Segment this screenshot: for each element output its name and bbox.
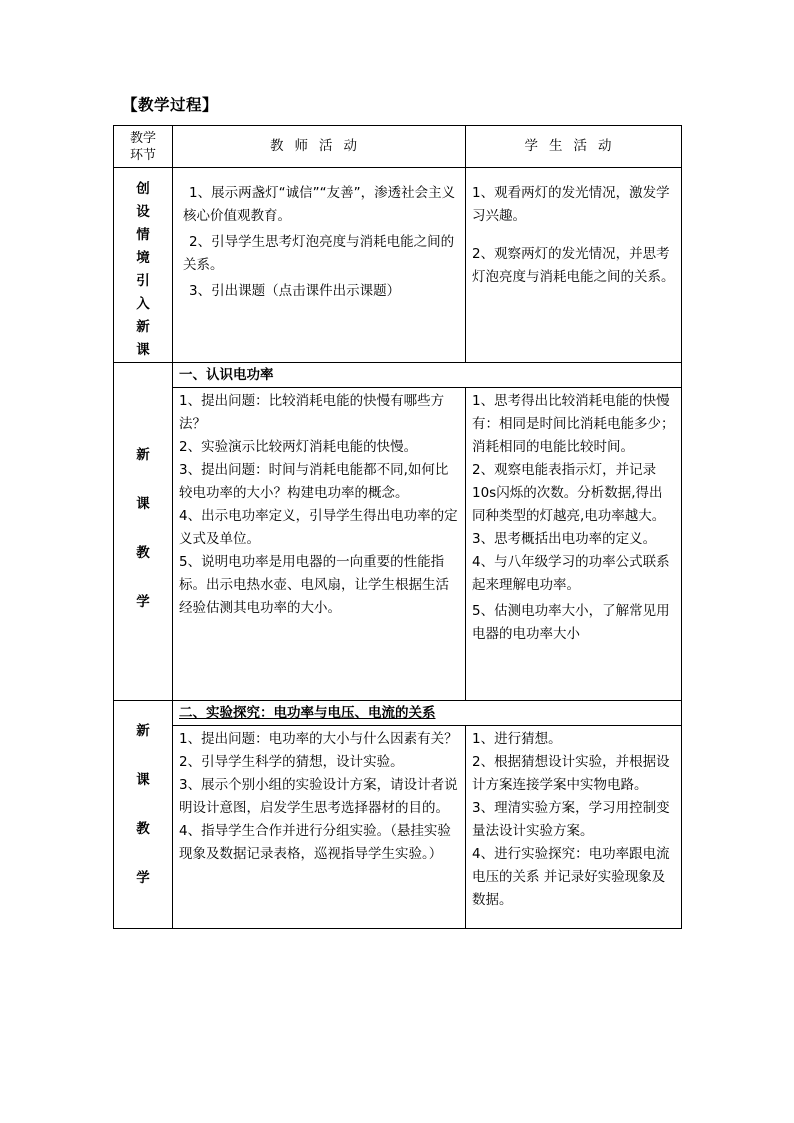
stage-char: 创 bbox=[136, 181, 150, 197]
teacher-item: 5、说明电功率是用电器的一向重要的性能指标。出示电热水壶、电风扇，让学生根据生活经验估测其电功率的大小。 bbox=[179, 554, 449, 616]
stage-char: 引 bbox=[136, 273, 150, 289]
student-item: 3、思考概括出电功率的定义。 bbox=[472, 531, 657, 547]
table-row bbox=[114, 363, 682, 388]
stage-char: 新 bbox=[136, 319, 150, 335]
stage-cell bbox=[114, 363, 173, 701]
stage-char: 新 bbox=[136, 723, 150, 739]
section-title-text: 二、实验探究：电功率与电压、电流的关系 bbox=[179, 705, 436, 721]
table-row bbox=[114, 168, 682, 363]
table-row bbox=[114, 726, 682, 929]
section-title: 一、认识电功率 bbox=[173, 363, 682, 388]
stage-cell bbox=[114, 701, 173, 929]
stage-char: 教 bbox=[136, 821, 150, 837]
teacher-item: 2、引导学生科学的猜想，设计实验。 bbox=[179, 754, 404, 770]
student-activity-cell bbox=[466, 388, 682, 701]
stage-char: 教 bbox=[136, 545, 150, 561]
teacher-item: 1、提出问题：电功率的大小与什么因素有关？ bbox=[179, 731, 458, 747]
stage-char: 学 bbox=[136, 594, 150, 610]
student-item: 2、观察两灯的发光情况，并思考灯泡亮度与消耗电能之间的关系。 bbox=[472, 246, 675, 285]
teacher-item: 1、提出问题：比较消耗电能的快慢有哪些方法？ bbox=[179, 393, 445, 432]
teacher-item: 4、指导学生合作并进行分组实验。（悬挂实验现象及数据记录表格，巡视指导学生实验。） bbox=[179, 823, 451, 862]
teacher-activity-cell bbox=[173, 388, 466, 701]
stage-char: 入 bbox=[136, 296, 150, 312]
table-row bbox=[114, 701, 682, 726]
header-student-label: 学生活动 bbox=[524, 138, 623, 154]
stage-char: 学 bbox=[136, 870, 150, 886]
student-item: 1、观看两灯的发光情况，激发学习兴趣。 bbox=[472, 185, 670, 224]
section-heading: 【教学过程】 bbox=[122, 96, 219, 114]
header-stage bbox=[114, 126, 173, 168]
header-student bbox=[466, 126, 682, 168]
student-item: 4、进行实验探究：电功率跟电流电压的关系 并记录好实验现象及数据。 bbox=[472, 846, 670, 908]
stage-char: 设 bbox=[136, 204, 150, 220]
stage-char: 课 bbox=[136, 772, 150, 788]
teacher-activity-cell bbox=[173, 168, 466, 363]
student-activity-cell bbox=[466, 168, 682, 363]
table-row bbox=[114, 388, 682, 701]
teacher-item: 2、引导学生思考灯泡亮度与消耗电能之间的关系。 bbox=[183, 234, 455, 273]
student-item: 2、根据猜想设计实验，并根据设计方案连接学案中实物电路。 bbox=[472, 754, 670, 793]
teacher-item: 2、实验演示比较两灯消耗电能的快慢。 bbox=[179, 439, 418, 455]
student-item: 1、思考得出比较消耗电能的快慢有：相同是时间比消耗电能多少；消耗相同的电能比较时间。 bbox=[472, 393, 675, 455]
student-item: 3、理清实验方案，学习用控制变量法设计实验方案。 bbox=[472, 800, 670, 839]
header-stage-line-1: 教学 bbox=[129, 130, 156, 146]
table-header-row bbox=[114, 126, 682, 168]
teacher-item: 3、提出问题：时间与消耗电能都不同,如何比较电功率的大小？构建电功率的概念。 bbox=[179, 462, 449, 501]
student-item: 5、估测电功率大小，了解常见用电器的电功率大小 bbox=[472, 603, 670, 642]
teacher-item: 3、引出课题（点击课件出示课题） bbox=[189, 283, 401, 299]
header-teacher-label: 教师活动 bbox=[270, 138, 368, 154]
stage-char: 课 bbox=[136, 496, 150, 512]
student-activity-cell bbox=[466, 726, 682, 929]
student-item: 1、进行猜想。 bbox=[472, 731, 562, 747]
teacher-activity-cell bbox=[173, 726, 466, 929]
stage-char: 境 bbox=[136, 250, 150, 266]
section-title bbox=[173, 701, 682, 726]
header-teacher bbox=[173, 126, 466, 168]
stage-char: 新 bbox=[136, 447, 150, 463]
stage-char: 情 bbox=[136, 227, 150, 243]
teacher-item: 4、出示电功率定义，引导学生得出电功率的定义式及单位。 bbox=[179, 508, 458, 547]
stage-char: 课 bbox=[136, 342, 150, 358]
stage-cell bbox=[114, 168, 173, 363]
student-item: 4、与八年级学习的功率公式联系起来理解电功率。 bbox=[472, 554, 670, 593]
teaching-process-table bbox=[113, 125, 682, 929]
teacher-item: 3、展示个别小组的实验设计方案，请设计者说明设计意图，启发学生思考选择器材的目的。 bbox=[179, 777, 458, 816]
teacher-item: 1、展示两盏灯“诚信”“友善”，渗透社会主义核心价值观教育。 bbox=[183, 185, 456, 224]
header-stage-line-2: 环节 bbox=[129, 147, 156, 163]
student-item: 2、观察电能表指示灯，并记录10s闪烁的次数。分析数据,得出同种类型的灯越亮,电功率越大。 bbox=[472, 462, 666, 524]
